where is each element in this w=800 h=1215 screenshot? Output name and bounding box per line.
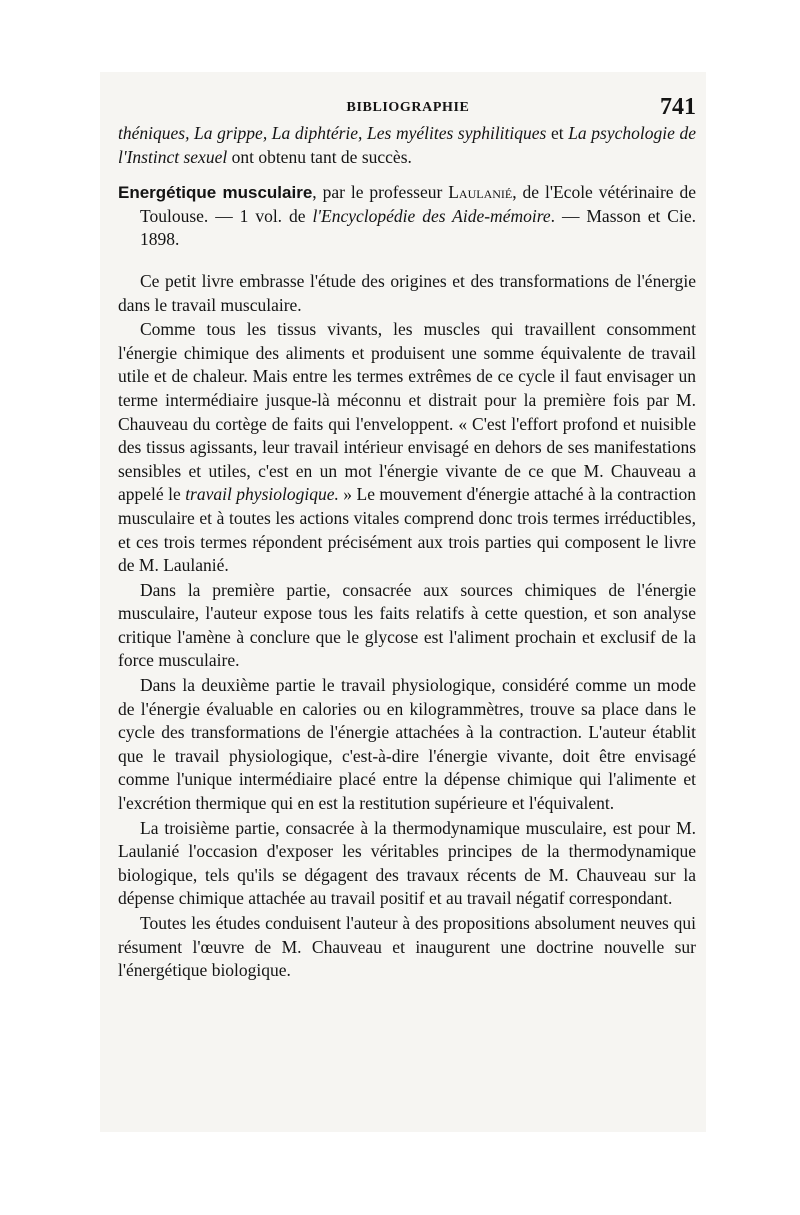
paragraph-2-italic: travail physiologique.: [185, 484, 339, 505]
entry-affiliation: , de l'Ecole vétérinaire de Toulouse. — 1 vol. de: [140, 182, 696, 226]
continuation-end: ont obtenu tant de succès.: [227, 146, 412, 167]
continuation-italic-titles: théniques, La grippe, La diphtérie, Les myélites syphilitiques: [118, 123, 547, 143]
continuation-conjunction: et: [546, 123, 569, 143]
entry-publisher: . — Masson et Cie. 1898.: [140, 205, 696, 250]
paragraph-5: La troisième partie, consacrée à la thermodynamique musculaire, est pour M. Laulanié l'occasion d'exposer les véritables principes de la thermodynamique biologique, tels qu'ils se dégagent des travaux récents de M. Chauveau sur la dépense chimique attachée au travail positif et au travail négatif correspondant.: [118, 817, 696, 909]
paragraph-4: Dans la deuxième partie le travail physiologique, considéré comme un mode de l'énergie évaluable en calories ou en kilogrammètres, trouve sa place dans le cycle des transformations de l'énergie attachées à la contraction. L'auteur établit que le travail physiologique, c'est-à-dire l'énergie vivante, doit être envisagé comme l'unique intermédiaire placé entre la dépense chimique qui l'alimente et l'excrétion thermique qui en est la restitution supérieure et l'équivalent.: [118, 675, 696, 814]
paragraph-6: Toutes les études conduisent l'auteur à des propositions absolument neuves qui résument l'œuvre de M. Chauveau et inaugurent une doctrine nouvelle sur l'énergétique biologique.: [118, 913, 696, 981]
paragraph-2: [118, 318, 696, 578]
entry-by: , par le professeur: [312, 182, 449, 203]
continuation-italic-title: La psychologie de l'Instinct sexuel: [118, 123, 696, 167]
review-body: [118, 270, 696, 983]
paragraph-2-text-b: » Le mouvement d'énergie attaché à la contraction musculaire et à toutes les actions vitales comprend donc trois termes irréductibles, et ces trois termes répondent précisément aux trois parties qui composent le livre de M. Laulanié.: [118, 484, 696, 576]
paragraph-2-text-a: Comme tous les tissus vivants, les muscles qui travaillent consomment l'énergie chimique des aliments et produisent une somme équivalente de travail utile et de chaleur. Mais entre les termes extrêmes de ce cycle il faut envisager un terme intermédiaire jusque-là méconnu et distrait pour la première fois par M. Chauveau du cortège de faits qui l'enveloppent. « C'est l'effort profond et nuisible des tissus agissants, leur travail intérieur envisagé en dehors de ses manifestations sensibles et utiles, c'est en un mot l'énergie vivante de ce que M. Chauveau a appelé le: [118, 319, 696, 505]
page-text: [118, 122, 696, 984]
continuation-paragraph: [118, 122, 696, 169]
paragraph-1: Ce petit livre embrasse l'étude des origines et des transformations de l'énergie dans le travail musculaire.: [118, 270, 696, 315]
paragraph-3: Dans la première partie, consacrée aux sources chimiques de l'énergie musculaire, l'auteur expose tous les faits relatifs à cette question, et son analyse critique l'amène à conclure que le glycose est l'aliment prochain et exclusif de la force musculaire.: [118, 579, 696, 671]
page-header: [118, 94, 698, 124]
running-head: BIBLIOGRAPHIE: [346, 100, 470, 115]
entry-title: Energétique musculaire: [118, 183, 313, 203]
entry-author: Laulanié: [448, 182, 513, 203]
entry-series: l'Encyclopédie des Aide-mémoire: [312, 205, 551, 226]
bibliography-entry: [118, 181, 696, 252]
page-number: 741: [660, 94, 696, 120]
